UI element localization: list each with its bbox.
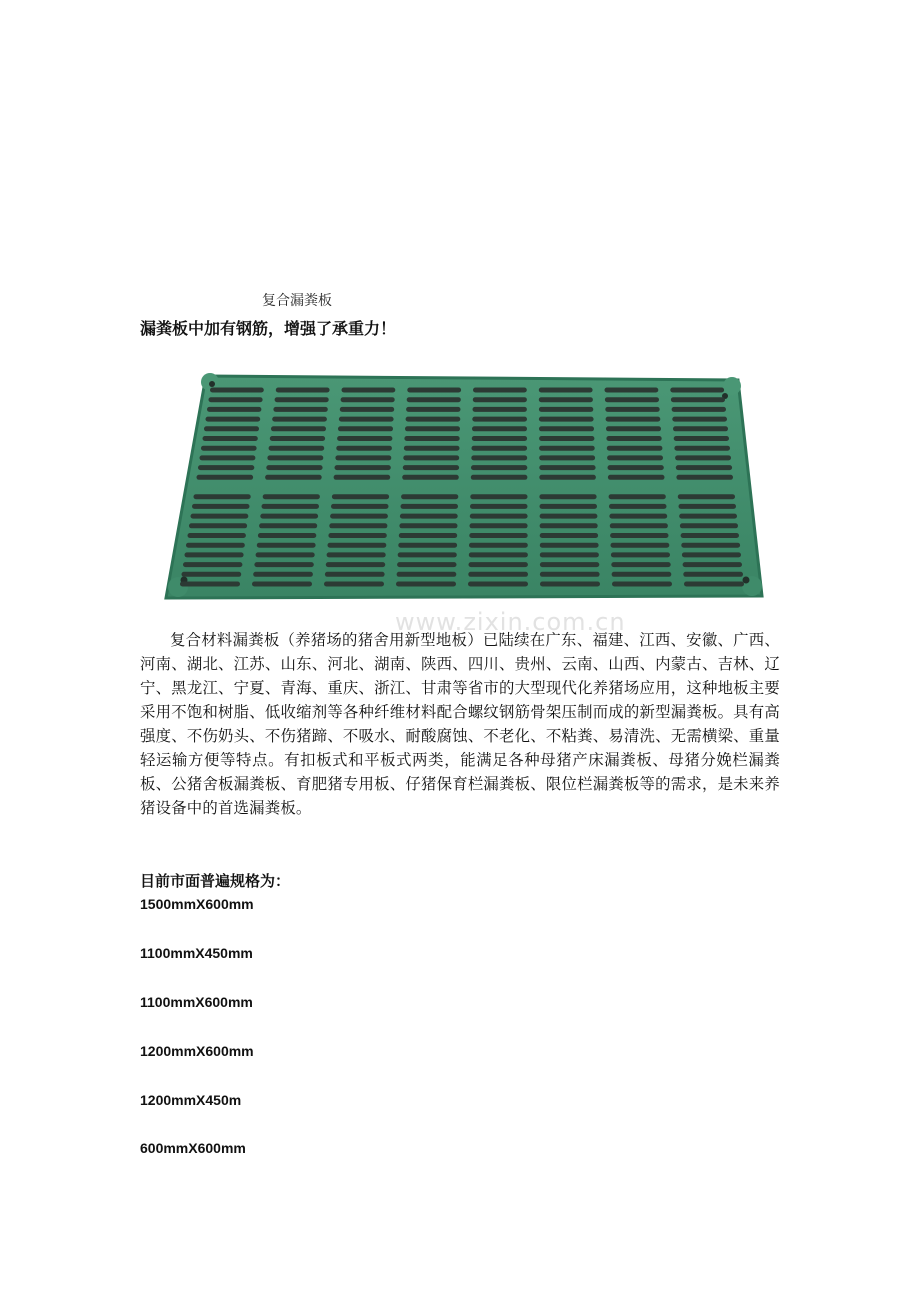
slot xyxy=(468,572,528,577)
slot xyxy=(271,426,326,431)
description-paragraph: 复合材料漏粪板（养猪场的猪舍用新型地板）已陆续在广东、福建、江西、安徽、广西、河南、湖北、江苏、山东、河北、湖南、陕西、四川、贵州、云南、山西、内蒙古、吉林、辽宁、黑龙江、宁夏、青海、重庆、浙江、甘肃等省市的大型现代化养猪场应用，这种地板主要采用不饱和树脂、低收缩剂等各种纤维材料配合螺纹钢筋骨架压制而成的新型漏粪板。具有高强度、不伤奶头、不伤猪蹄、不吸水、耐酸腐蚀、不老化、不粘粪、易清洗、无需横梁、重量轻运输方便等特点。有扣板式和平板式两类，能满足各种母猪产床漏粪板、母猪分娩栏漏粪板、公猪舍板漏粪板、育肥猪专用板、仔猪保育栏漏粪板、限位栏漏粪板等的需求，是未来养猪设备中的首选漏粪板。 xyxy=(140,631,780,817)
slot xyxy=(471,465,527,470)
slot xyxy=(540,523,598,528)
corner-tab xyxy=(723,377,741,395)
slot xyxy=(607,455,663,460)
slot xyxy=(272,417,327,422)
slot xyxy=(539,455,595,460)
slot xyxy=(331,504,389,509)
slot xyxy=(326,562,385,567)
slot xyxy=(186,543,245,548)
slot xyxy=(612,572,672,577)
slot xyxy=(407,388,461,393)
slot xyxy=(262,504,320,509)
slot xyxy=(203,436,258,441)
slot xyxy=(539,426,594,431)
slot xyxy=(257,543,316,548)
slot xyxy=(210,388,264,393)
slot xyxy=(328,533,386,538)
slot xyxy=(539,436,594,441)
slot xyxy=(188,533,246,538)
slot xyxy=(207,407,261,412)
slot xyxy=(672,417,727,422)
slot xyxy=(607,446,663,451)
slot xyxy=(676,465,732,470)
slot xyxy=(611,552,670,557)
watermark: www.zixin.com.cn xyxy=(395,608,626,636)
slot xyxy=(403,465,459,470)
slot xyxy=(683,562,742,567)
slot xyxy=(194,494,251,499)
slot xyxy=(328,543,387,548)
slot xyxy=(540,533,598,538)
slot xyxy=(398,543,457,548)
slot xyxy=(540,543,599,548)
spec-item: 1500mmX600mm xyxy=(140,896,254,912)
slot xyxy=(400,514,458,519)
slot xyxy=(676,475,733,480)
slot xyxy=(335,455,391,460)
slot xyxy=(330,514,388,519)
slot xyxy=(206,417,261,422)
slot xyxy=(675,455,731,460)
slot xyxy=(539,417,594,422)
slot xyxy=(403,455,459,460)
slot xyxy=(397,562,456,567)
slot xyxy=(332,494,389,499)
slot xyxy=(608,465,664,470)
spec-item: 1100mmX600mm xyxy=(140,994,253,1010)
slot xyxy=(470,523,528,528)
slot xyxy=(325,572,385,577)
slatted-floor-photo xyxy=(160,372,775,604)
slot xyxy=(401,504,459,509)
slot xyxy=(185,552,244,557)
slot xyxy=(337,436,392,441)
slot xyxy=(405,426,460,431)
slot xyxy=(469,533,527,538)
slot xyxy=(472,426,527,431)
slot xyxy=(267,455,323,460)
slot xyxy=(180,582,240,587)
spec-item: 1100mmX450mm xyxy=(140,945,253,961)
slot xyxy=(539,475,596,480)
spec-item: 1200mmX600mm xyxy=(140,1043,254,1059)
mount-hole xyxy=(209,381,215,387)
image-caption: 复合漏粪板 xyxy=(262,293,332,309)
slot xyxy=(684,582,744,587)
slot xyxy=(606,436,661,441)
slot xyxy=(470,504,528,509)
spec-heading: 目前市面普遍规格为： xyxy=(140,872,291,890)
slot xyxy=(610,533,668,538)
slot xyxy=(397,572,457,577)
slot xyxy=(606,417,661,422)
slot xyxy=(471,455,527,460)
slot xyxy=(539,388,593,393)
slot xyxy=(399,523,457,528)
slot xyxy=(399,533,457,538)
slot xyxy=(679,504,737,509)
slot xyxy=(197,475,254,480)
slot xyxy=(608,475,665,480)
slot xyxy=(192,504,250,509)
slot xyxy=(404,436,459,441)
slot xyxy=(606,426,661,431)
slot xyxy=(183,562,242,567)
slot xyxy=(540,514,598,519)
slot xyxy=(406,407,460,412)
slot xyxy=(609,514,667,519)
slot xyxy=(681,533,739,538)
slot xyxy=(612,582,672,587)
slot xyxy=(201,446,257,451)
slot xyxy=(265,475,322,480)
slot xyxy=(269,446,325,451)
slot xyxy=(398,552,457,557)
slot xyxy=(253,572,313,577)
slot xyxy=(470,494,527,499)
headline: 漏粪板中加有钢筋，增强了承重力！ xyxy=(140,319,397,338)
spec-item: 600mmX600mm xyxy=(140,1140,246,1156)
slot xyxy=(678,494,735,499)
slot xyxy=(341,397,395,402)
slot xyxy=(182,572,242,577)
slot xyxy=(470,514,528,519)
slot xyxy=(256,552,315,557)
slot xyxy=(539,407,593,412)
slot xyxy=(674,446,730,451)
slot xyxy=(338,426,393,431)
slot xyxy=(679,514,737,519)
slot xyxy=(254,562,313,567)
slot xyxy=(540,552,599,557)
spec-item: 1200mmX450m xyxy=(140,1092,242,1108)
slot xyxy=(469,543,528,548)
slot xyxy=(401,494,458,499)
slot xyxy=(406,417,461,422)
slot xyxy=(198,465,254,470)
slot xyxy=(335,465,391,470)
slot xyxy=(609,494,666,499)
slot xyxy=(611,562,670,567)
slot xyxy=(334,475,391,480)
slot xyxy=(539,465,595,470)
slot xyxy=(404,446,460,451)
slot xyxy=(473,388,527,393)
slot xyxy=(204,426,259,431)
slot xyxy=(252,582,312,587)
slot xyxy=(680,523,738,528)
slot xyxy=(605,397,659,402)
slot xyxy=(610,523,668,528)
slot xyxy=(324,582,384,587)
slot xyxy=(270,436,325,441)
slot xyxy=(342,388,396,393)
slot xyxy=(539,397,593,402)
slot xyxy=(200,455,256,460)
slot xyxy=(681,543,740,548)
slot xyxy=(539,446,595,451)
slot xyxy=(540,582,600,587)
slot xyxy=(471,475,528,480)
slot xyxy=(672,407,726,412)
slot xyxy=(396,582,456,587)
slot xyxy=(339,417,394,422)
slot xyxy=(469,562,528,567)
slot xyxy=(191,514,249,519)
slot xyxy=(673,426,728,431)
slot xyxy=(327,552,386,557)
slot xyxy=(540,572,600,577)
slot xyxy=(336,446,392,451)
slot xyxy=(473,397,527,402)
slot xyxy=(539,494,596,499)
slot xyxy=(670,388,724,393)
slot xyxy=(273,407,327,412)
slot xyxy=(683,572,743,577)
slot xyxy=(407,397,461,402)
slot xyxy=(263,494,320,499)
slot xyxy=(611,543,670,548)
slot xyxy=(258,533,316,538)
slot xyxy=(682,552,741,557)
slot xyxy=(674,436,729,441)
slot xyxy=(259,523,317,528)
slot xyxy=(209,397,263,402)
slot xyxy=(189,523,247,528)
slot xyxy=(468,582,528,587)
slot xyxy=(329,523,387,528)
slot xyxy=(402,475,459,480)
slot xyxy=(275,397,329,402)
slot xyxy=(671,397,725,402)
slot xyxy=(540,562,599,567)
slot xyxy=(340,407,394,412)
slot xyxy=(472,436,527,441)
slot xyxy=(473,407,527,412)
slot xyxy=(472,446,528,451)
slot xyxy=(472,417,527,422)
slot xyxy=(266,465,322,470)
slot xyxy=(605,388,659,393)
slot xyxy=(605,407,659,412)
slot xyxy=(540,504,598,509)
slot xyxy=(276,388,330,393)
mount-hole xyxy=(743,577,750,584)
slot xyxy=(260,514,318,519)
slot xyxy=(469,552,528,557)
slot xyxy=(609,504,667,509)
